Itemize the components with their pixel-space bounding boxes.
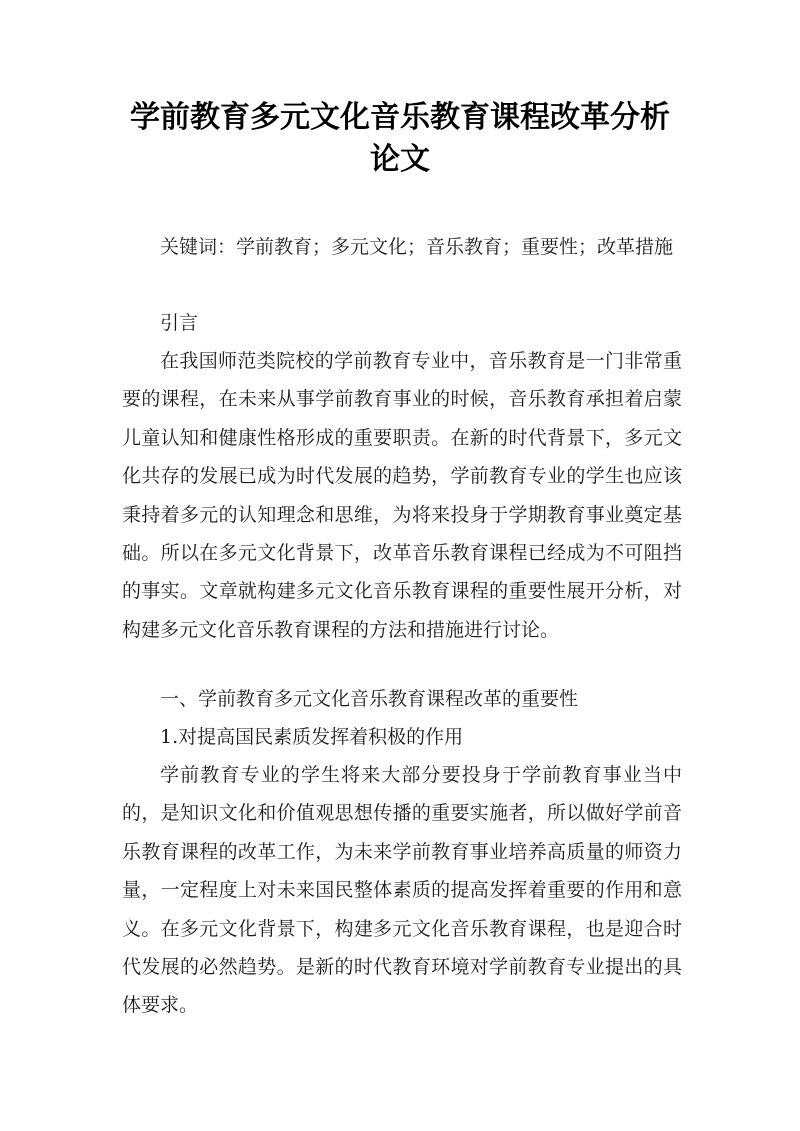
keywords-paragraph: 关键词：学前教育；多元文化；音乐教育；重要性；改革措施 xyxy=(160,236,674,258)
document-title-line1: 学前教育多元文化音乐教育课程改革分析 xyxy=(130,100,670,135)
section-heading: 一、学前教育多元文化音乐教育课程改革的重要性 xyxy=(160,688,579,710)
subsection-heading: 1.对提高国民素质发挥着积极的作用 xyxy=(160,726,464,748)
section-paragraph: 学前教育专业的学生将来大部分要投身于学前教育事业当中的，是知识文化和价值观思想传播的重要实施者，所以做好学前音乐教育课程的改革工作，为未来学前教育事业培养高质量的师资力量，一定程度上对未来国民整体素质的提高发挥着重要的作用和意义。在多元文化背景下，构建多元文化音乐教育课程，也是迎合时代发展的必然趋势。是新的时代教育环境对学前教育专业提出的具体要求。 xyxy=(122,764,682,1017)
document-title-line2: 论文 xyxy=(370,142,430,177)
intro-heading: 引言 xyxy=(160,312,199,334)
intro-paragraph: 在我国师范类院校的学前教育专业中，音乐教育是一门非常重要的课程，在未来从事学前教育事业的时候，音乐教育承担着启蒙儿童认知和健康性格形成的重要职责。在新的时代背景下，多元文化共存的发展已成为时代发展的趋势，学前教育专业的学生也应该秉持着多元的认知理念和思维，为将来投身于学期教育事业奠定基础。所以在多元文化背景下，改革音乐教育课程已经成为不可阻挡的事实。文章就构建多元文化音乐教育课程的重要性展开分析，对构建多元文化音乐教育课程的方法和措施进行讨论。 xyxy=(122,350,682,641)
